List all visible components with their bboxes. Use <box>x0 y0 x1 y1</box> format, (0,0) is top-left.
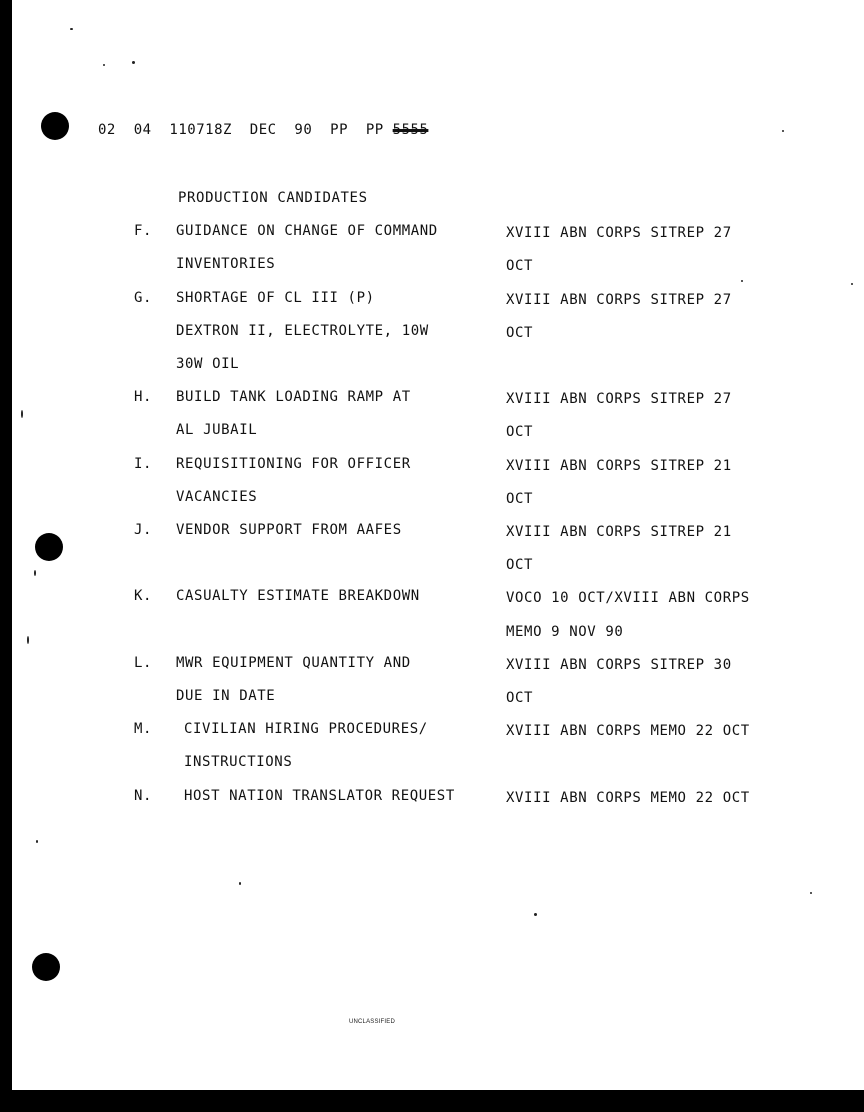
message-header <box>98 122 428 138</box>
item-description-line: VENDOR SUPPORT FROM AAFES <box>176 522 402 538</box>
item-letter: K. <box>134 588 153 605</box>
item-description-line: CASUALTY ESTIMATE BREAKDOWN <box>176 588 420 605</box>
item-description-line: 30W OIL <box>176 356 240 372</box>
header-struck-text: 5555 <box>392 122 429 138</box>
item-source-line: XVIII ABN CORPS SITREP 21 <box>506 524 732 540</box>
item-source-line: XVIII ABN CORPS SITREP 27 <box>506 391 732 408</box>
scan-speck <box>851 283 853 285</box>
classification-footer: UNCLASSIFIED <box>348 1019 396 1025</box>
scan-speck <box>132 61 135 64</box>
item-description-line: DEXTRON II, ELECTROLYTE, 10W <box>176 322 429 339</box>
item-source-line: XVIII ABN CORPS SITREP 27 <box>506 291 732 308</box>
item-description-line: HOST NATION TRANSLATOR REQUEST <box>184 787 455 804</box>
item-description-line: GUIDANCE ON CHANGE OF COMMAND <box>176 223 438 240</box>
item-source-line: XVIII ABN CORPS MEMO 22 OCT <box>506 723 750 740</box>
item-description-line: DUE IN DATE <box>176 688 276 704</box>
item-source-line: XVIII ABN CORPS SITREP 21 <box>506 457 732 474</box>
item-source-line: OCT <box>506 424 534 441</box>
item-source-line: XVIII ABN CORPS SITREP 30 <box>506 656 732 673</box>
punch-hole-bottom <box>32 953 60 981</box>
item-description-line: INVENTORIES <box>176 256 276 273</box>
item-source-line: XVIII ABN CORPS MEMO 22 OCT <box>506 789 750 806</box>
header-fields: 02 04 110718Z DEC 90 PP PP <box>98 122 393 138</box>
item-description-line: VACANCIES <box>176 488 258 505</box>
item-description-line: CIVILIAN HIRING PROCEDURES/ <box>184 721 428 738</box>
item-description-line: SHORTAGE OF CL III (P) <box>176 289 375 306</box>
punch-hole-top <box>41 112 69 140</box>
scan-speck <box>782 130 784 132</box>
item-letter: M. <box>134 721 153 738</box>
item-source-line: OCT <box>506 690 534 706</box>
scan-speck <box>36 840 38 843</box>
scan-speck <box>810 892 812 894</box>
scan-speck <box>239 882 241 885</box>
item-source-line: OCT <box>506 490 534 507</box>
scan-speck <box>534 913 537 916</box>
item-source-line: OCT <box>506 557 534 574</box>
item-source-line: MEMO 9 NOV 90 <box>506 623 624 640</box>
item-letter: F. <box>134 223 153 240</box>
item-description-line: REQUISITIONING FOR OFFICER <box>176 455 411 472</box>
item-source-line: VOCO 10 OCT/XVIII ABN CORPS <box>506 590 750 607</box>
continuation-line: PRODUCTION CANDIDATES <box>178 190 368 206</box>
item-description-line: MWR EQUIPMENT QUANTITY AND <box>176 654 411 671</box>
item-letter: G. <box>134 289 153 306</box>
scan-speck <box>741 280 743 282</box>
item-letter: J. <box>134 522 153 538</box>
scan-left-border <box>0 0 12 1112</box>
item-description-line: AL JUBAIL <box>176 422 258 439</box>
scan-speck <box>21 410 23 418</box>
scan-speck <box>34 570 36 576</box>
item-letter: L. <box>134 654 153 671</box>
scan-speck <box>27 636 29 644</box>
scan-bottom-border <box>0 1090 864 1112</box>
scan-speck <box>70 28 73 30</box>
item-letter: H. <box>134 389 153 406</box>
item-source-line: XVIII ABN CORPS SITREP 27 <box>506 225 732 242</box>
item-source-line: OCT <box>506 324 534 341</box>
item-description-line: BUILD TANK LOADING RAMP AT <box>176 389 411 406</box>
item-source-line: OCT <box>506 258 534 275</box>
item-description-line: INSTRUCTIONS <box>184 754 293 771</box>
scan-speck <box>103 64 105 66</box>
item-letter: N. <box>134 787 153 804</box>
punch-hole-middle <box>35 533 63 561</box>
item-letter: I. <box>134 455 153 472</box>
